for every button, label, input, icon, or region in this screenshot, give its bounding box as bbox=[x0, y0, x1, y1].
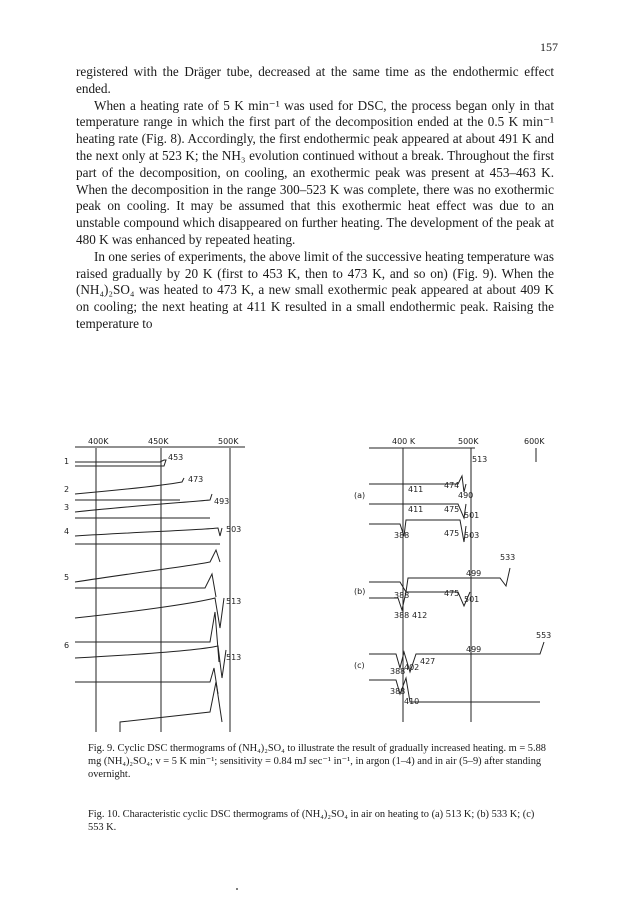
peak-label: 473 bbox=[188, 475, 204, 484]
paragraph: When a heating rate of 5 K min⁻¹ was used for DSC, the process began only in that temperature range in which the first part of the decomposition ended at the 0.5 K min⁻¹ heating rate (Fig. 8). Accordingly, the first endothermic peak appeared at about 491 K and the next only at 523 K; the NH₃ evolution continued without a break. Throughout the first part of the decomposition, on cooling, an exothermic peak was present at 453–463 K. When the decomposition in the range 300–523 K was complete, there was no exothermic peak on cooling. It may be assumed that this exothermic heat effect was due to an unstable compound which disappeared on further heating. The development of the peak at 480 K was enhanced by repeated heating. bbox=[76, 97, 554, 247]
axis-label: 500K bbox=[218, 437, 239, 446]
peak-label: 427 bbox=[420, 657, 436, 666]
axis-label: 400K bbox=[88, 437, 109, 446]
peak-label: 490 bbox=[458, 491, 474, 500]
paragraph: registered with the Dräger tube, decreased at the same time as the endothermic effect ended. bbox=[76, 64, 554, 96]
peak-label: 411 bbox=[408, 505, 424, 514]
page-number: 157 bbox=[540, 40, 558, 54]
curve-b1 bbox=[369, 568, 510, 592]
peak-label: 453 bbox=[168, 453, 184, 462]
peak-label: 475 bbox=[444, 505, 460, 514]
curve-5 bbox=[75, 550, 220, 582]
peak-label: 513 bbox=[226, 653, 242, 662]
peak-label: 475 bbox=[444, 529, 460, 538]
peak-label: 553 bbox=[536, 631, 552, 640]
peak-label: 388 bbox=[394, 531, 410, 540]
page-mark bbox=[236, 888, 238, 890]
peak-label: 501 bbox=[464, 595, 480, 604]
peak-label: 533 bbox=[500, 553, 516, 562]
curve-2 bbox=[75, 478, 184, 494]
curve-7 bbox=[75, 646, 226, 678]
figure-9 bbox=[60, 432, 270, 737]
peak-label: 402 bbox=[404, 663, 420, 672]
peak-label: 493 bbox=[214, 497, 230, 506]
curve-1 bbox=[75, 460, 166, 466]
peak-label: 513 bbox=[226, 597, 242, 606]
curve-6 bbox=[75, 598, 224, 628]
panel-label: (a) bbox=[354, 491, 366, 500]
peak-label: 499 bbox=[466, 569, 482, 578]
figure-9-caption: Fig. 9. Cyclic DSC thermograms of (NH₄)₂SO₄ to illustrate the result of gradually increased heating. m = 5.88 mg (NH₄)₂SO₄; v = 5 K min⁻¹; sensitivity = 0.84 mJ sec⁻¹ in⁻¹, in argon (1–4) and in air (5–9) after standing overnight. bbox=[88, 743, 546, 780]
curve-8 bbox=[120, 682, 222, 732]
body-text bbox=[76, 64, 554, 333]
axis-label: 450K bbox=[148, 437, 169, 446]
curve-number: 1 bbox=[64, 457, 70, 466]
peak-label: 503 bbox=[464, 531, 480, 540]
peak-label: 388 bbox=[394, 611, 410, 620]
curve-number: 5 bbox=[64, 573, 70, 582]
panel-label: (b) bbox=[354, 587, 366, 596]
peak-label: 411 bbox=[408, 485, 424, 494]
panel-label: (c) bbox=[354, 661, 365, 670]
peak-label: 388 bbox=[390, 687, 406, 696]
peak-label: 499 bbox=[466, 645, 482, 654]
curve-4 bbox=[75, 528, 222, 536]
peak-label: 410 bbox=[404, 697, 420, 706]
peak-label: 474 bbox=[444, 481, 460, 490]
figure-10 bbox=[340, 432, 570, 722]
peak-label: 388 bbox=[390, 667, 406, 676]
curve-number: 6 bbox=[64, 641, 70, 650]
peak-label: 475 bbox=[444, 589, 460, 598]
peak-label: 503 bbox=[226, 525, 242, 534]
peak-label: 513 bbox=[472, 455, 488, 464]
paragraph: In one series of experiments, the above limit of the successive heating temperature was raised gradually by 20 K (first to 453 K, then to 473 K, and so on) (Fig. 9). When the (NH₄)₂SO₄ was heated to 473 K, a new small exothermic peak appeared at about 409 K on cooling; the next heating at 411 K resulted in a small endothermic peak. Raising the temperature to bbox=[76, 248, 554, 331]
curve-number: 4 bbox=[64, 527, 70, 536]
curve-number: 2 bbox=[64, 485, 70, 494]
peak-label: 412 bbox=[412, 611, 428, 620]
curve-number: 3 bbox=[64, 503, 70, 512]
axis-label: 400 K bbox=[392, 437, 416, 446]
peak-label: 388 bbox=[394, 591, 410, 600]
peak-label: 501 bbox=[464, 511, 480, 520]
figure-10-caption: Fig. 10. Characteristic cyclic DSC thermograms of (NH₄)₂SO₄ in air on heating to (a) 513 K; (b) 533 K; (c) 553 K. bbox=[88, 809, 535, 833]
axis-label: 600K bbox=[524, 437, 545, 446]
curve-6b bbox=[75, 612, 219, 662]
axis-label: 500K bbox=[458, 437, 479, 446]
